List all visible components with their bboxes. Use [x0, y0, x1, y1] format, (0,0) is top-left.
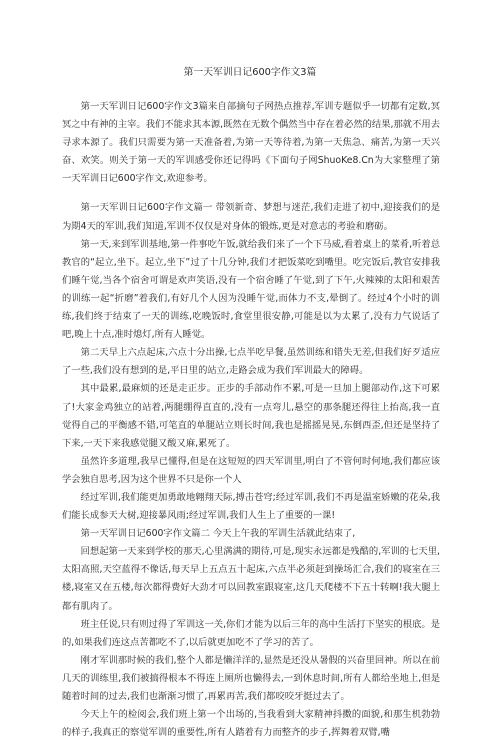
document-body	[62, 98, 440, 742]
paragraph-review: 今天上午的检阅会,我们班上第一个出场的,当我看到大家精神抖擞的面貌,和那生机勃勃的样子,我真正的察觉军训的重要性,所有人踏着有力而整齐的步子,挥舞着双臂,嘴	[62, 709, 440, 739]
paragraph-reflection: 虽然许多道理,我早已懂得,但是在这短短的四天军训里,明白了不管何时何地,我们都应该学会独自思考,因为这个世界不只是你一个人	[62, 455, 440, 485]
paragraph-intro: 第一天军训日记600字作文3篇来自部摘句子网热点推荐,军训专题似乎一切都有定数,冥冥之中有神的主宰。我们不能求其本源,既然在无数个偶然当中存在着必然的结果,那就不用去寻求本源了。我们只需要为第一天准备着,为第一天等待着,为第一天焦急、痛苦,为第一天兴奋、欢笑。则关于第一天的军训感受你还记得吗《下面句子网ShuoKe8.Cn为大家整理了第一天军训日记600字作文,欢迎参考。	[62, 101, 440, 185]
paragraph-early-days: 刚才军训那时候的我们,整个人都是懒洋洋的,显然是还没从暑假的兴奋里回神。所以在前几天的训练里,我们被搞得根本不得连上厕所也懒得去,一到休息时间,所有人都给坐地上,但是随着时间的过去,我们也渐渐习惯了,再累再苦,我们都咬咬牙挺过去了。	[62, 654, 440, 702]
paragraph-after-training: 经过军训,我们能更加勇敢地翱翔天际,搏击苍穹;经过军训,我们不再是温室娇嫩的花朵,我们能长成参天大树,迎接暴风雨;经过军训,我们人生上了重要的一课!	[62, 491, 440, 522]
paragraph-essay1-heading: 第一天军训日记600字作文篇一 带领新奇、梦想与迷茫,我们走进了初中,迎接我们的是为期4天的军训,我们知道,军训不仅仅是对身体的锻炼,更是对意志的考验和磨砺。	[62, 202, 440, 232]
paragraph-essay2-heading: 第一天军训日记600字作文篇二 今天上午我的军训生活就此结束了,	[80, 528, 356, 540]
document-title: 第一天军训日记600字作文3篇	[183, 67, 317, 78]
paragraph-march: 其中最累,最麻烦的还是走正步。正步的手部动作不累,可是一旦加上腿部动作,这下可累了!大家金鸡独立的站着,两腿绷得直直的,没有一点弯儿,悬空的那条腿还得往上抬高,我一直觉得自己的平衡感不错,可笔直的单腿站立则长时间,我也是摇摇晃晃,东倒西歪,但还是坚持了下来,一天下来我感觉腿又酸又麻,累死了。	[62, 383, 440, 449]
paragraph-day2: 第二天早上六点起床,六点十分出操,七点半吃早餐,虽然训练和错失无差,但我们好歹适应了一些,我们没有想到的是,平日里的站立,走路会成为我们军训最大的障碍。	[62, 347, 440, 377]
paragraph-day1: 第一天,来到军训基地,第一件事吃午饭,就给我们来了一个下马威,看着桌上的菜肴,听着总教官的“起立,坐下。起立,坐下”过了十几分钟,我们才把饭菜吃到嘴里。吃完饭后,教官安排我们睡午觉,当各个宿舍可谓是欢声笑语,没有一个宿舍睡了午觉,到了下午,火辣辣的太阳和艰苦的训练一起“折磨”着我们,有好几个人因为没睡午觉,而体力不支,晕倒了。经过4个小时的训练,我们终于结束了一天的训练,吃晚饭时,食堂里很安静,可能是以为太累了,没有力气说话了吧,晚上十点,准时熄灯,所有人睡觉。	[62, 238, 440, 341]
paragraph-recall: 回想起第一天来到学校的那天,心里满满的期待,可是,现实永远都是残酷的,军训的七天里,太阳高照,天空蓝得不像话,每天早上五点五十起床,六点半必须赶到操场汇合,我们的寝室在三楼,寝室又在五楼,每次都得费好大劲才可以回教室跟寝室,这几天爬楼不下五十转啊!我大腿上都有肌肉了。	[62, 546, 440, 612]
paragraph-teacher: 班主任说,只有则过得了军训这一关,你们才能为以后三年的高中生活打下坚实的根底。是的,如果我们连这点苦都吃不了,以后就更加吃不了学习的苦了。	[62, 618, 440, 648]
